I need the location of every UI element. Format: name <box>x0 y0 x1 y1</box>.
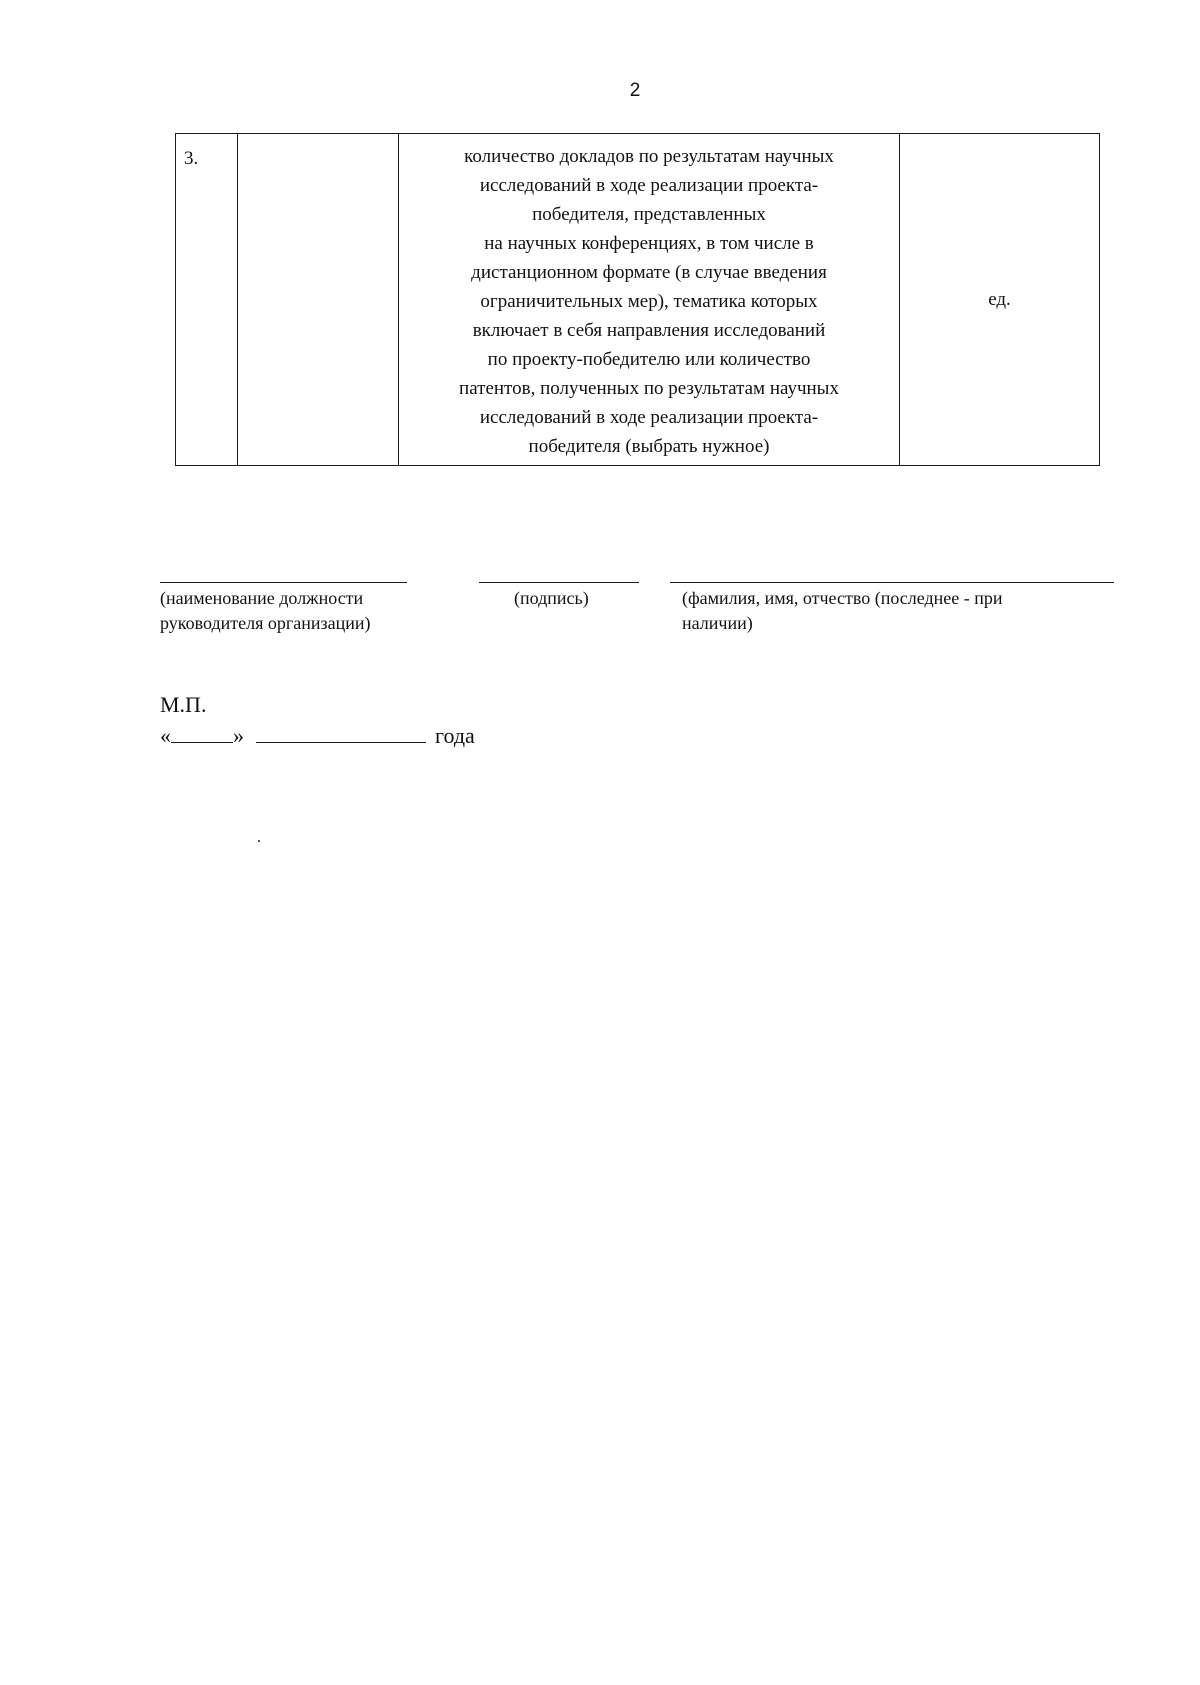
description-line: по проекту-победителю или количество <box>487 349 811 370</box>
indicator-name-cell <box>238 134 399 466</box>
signature-caption: (подпись) <box>514 588 589 608</box>
description-line: на научных конференциях, в том числе в <box>484 233 814 254</box>
scan-speck <box>258 840 260 842</box>
description-line: количество докладов по результатам научных <box>464 146 834 167</box>
description-line: включает в себя направления исследований <box>472 320 826 341</box>
description-line: дистанционном формате (в случае введения <box>471 262 827 283</box>
fullname-signature-line <box>670 582 1114 583</box>
row-number-cell: 3. <box>176 134 238 466</box>
date-open-quote: « <box>160 723 171 748</box>
description-line: победителя (выбрать нужное) <box>528 436 770 457</box>
fullname-caption-line: (фамилия, имя, отчество (последнее - при <box>682 588 1003 608</box>
year-word: года <box>435 723 475 748</box>
fullname-caption <box>682 586 1003 636</box>
indicator-table <box>175 133 1100 466</box>
date-row <box>160 722 475 749</box>
description-line: исследований в ходе реализации проекта- <box>479 175 819 196</box>
table-row <box>176 134 1100 466</box>
day-blank <box>171 722 233 743</box>
month-blank <box>256 722 426 743</box>
position-signature-line <box>160 582 407 583</box>
signature-line <box>479 582 639 583</box>
indicator-description-cell <box>399 134 900 466</box>
description-line: ограничительных мер), тематика которых <box>480 291 818 312</box>
description-line: победителя, представленных <box>532 204 766 225</box>
position-caption <box>160 586 371 636</box>
description-line: исследований в ходе реализации проекта- <box>479 407 819 428</box>
description-line: патентов, полученных по результатам научных <box>459 378 839 399</box>
page-number: 2 <box>629 80 641 101</box>
date-close-quote: » <box>233 723 244 748</box>
stamp-label: М.П. <box>160 692 207 717</box>
fullname-caption-line: наличии) <box>682 613 753 633</box>
unit-cell: ед. <box>900 134 1100 466</box>
position-caption-line: руководителя организации) <box>160 613 371 633</box>
position-caption-line: (наименование должности <box>160 588 364 608</box>
